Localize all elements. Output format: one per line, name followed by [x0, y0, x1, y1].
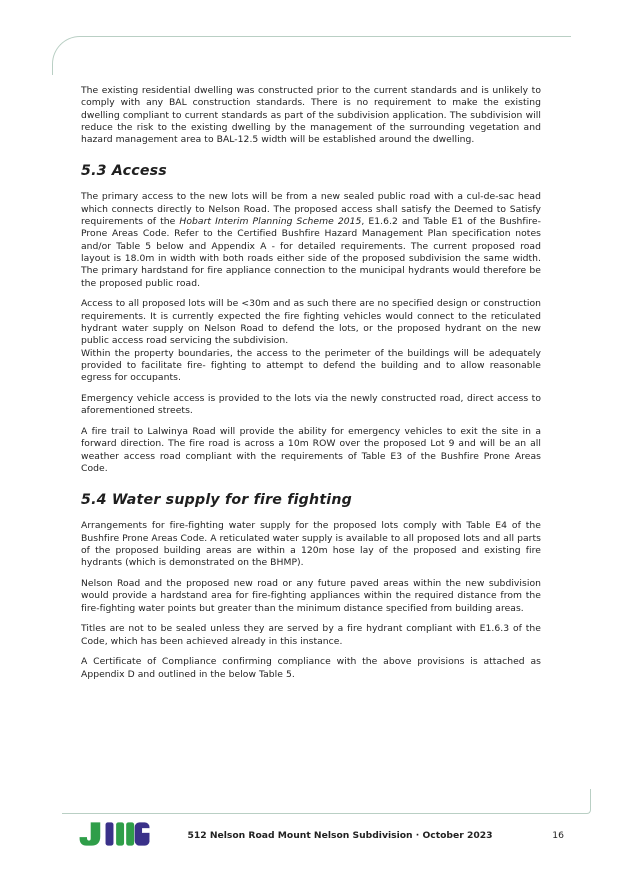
jmg-logo	[78, 821, 150, 848]
top-border-line	[52, 36, 571, 75]
paragraph-property-boundaries: Within the property boundaries, the access to the perimeter of the buildings will be adequately provided to facilitate fire- fighting to attempt to defend the building and to allow reasonable egress for occupants.	[81, 347, 541, 384]
footer-page-number: 16	[552, 830, 564, 841]
planning-scheme-reference: Hobart Interim Planning Scheme 2015	[179, 216, 362, 228]
paragraph-intro: The existing residential dwelling was constructed prior to the current standards and is unlikely to comply with any BAL construction standards. There is no requirement to make the existing dwelling compliant to current standards as part of the subdivision application. The subdivision will reduce the risk to the existing dwelling by the management of the surrounding vegetation and hazard management area to BAL-12.5 width will be established around the dwelling.	[81, 85, 541, 146]
paragraph-water-arrangements: Arrangements for fire-fighting water supply for the proposed lots comply with Table E4 of the Bushfire Prone Areas Code. A reticulated water supply is available to all proposed lots and all parts of the proposed building areas are within a 120m hose lay of the proposed and existing fire hydrants (which is demonstrated on the BHMP).	[81, 520, 541, 569]
section-heading-water-supply: 5.4 Water supply for fire fighting	[81, 492, 353, 509]
footer-rule	[62, 789, 591, 814]
paragraph-text: , E1.6.2 and Table E1 of the Bushfire-Prone Areas Code. Refer to the Certified Bushfire Hazard Management Plan specification notes and/or Table 5 below and Appendix A - for detailed requirements. The current proposed road layout is 18.0m in width with both roads either side of the proposed subdivision the same width. The primary hardstand for fire appliance connection to the municipal hydrants would therefore be the proposed public road.	[81, 216, 542, 289]
paragraph-titles: Titles are not to be sealed unless they are served by a fire hydrant compliant with E1.6.3 of the Code, which has been achieved already in this instance.	[81, 623, 541, 647]
paragraph-lot-access: Access to all proposed lots will be <30m and as such there are no specified design or construction requirements. It is currently expected the fire fighting vehicles would connect to the reticulated hydrant water supply on Nelson Road to defend the lots, or the proposed hydrant on the new public access road servicing the subdivision.	[81, 298, 541, 347]
paragraph-text: The primary access to the new lots will be from a new sealed public road with a cul-de-sac head which connects directly to Nelson Road. The proposed access shall satisfy the Deemed to Satisfy requirements of the	[81, 191, 541, 228]
paragraph-emergency-access: Emergency vehicle access is provided to the lots via the newly constructed road, direct access to aforementioned streets.	[81, 392, 541, 417]
section-heading-access: 5.3 Access	[81, 163, 167, 180]
paragraph-certificate: A Certificate of Compliance confirming compliance with the above provisions is attached as Appendix D and outlined in the below Table 5.	[81, 656, 541, 680]
footer-document-title: 512 Nelson Road Mount Nelson Subdivision · October 2023	[187, 830, 493, 841]
paragraph-primary-access	[81, 191, 541, 289]
jmg-logo-graphic	[78, 821, 150, 848]
paragraph-hardstand: Nelson Road and the proposed new road or any future paved areas within the new subdivision would provide a hardstand area for fire-fighting appliances within the required distance from the fire-fighting water points but greater than the minimum distance specified from building areas.	[81, 577, 541, 614]
page-content	[81, 85, 541, 689]
paragraph-fire-trail: A fire trail to Lalwinya Road will provide the ability for emergency vehicles to exit the site in a forward direction. The fire road is across a 10m ROW over the proposed Lot 9 and will be an all weather access road compliant with the requirements of Table E3 of the Bushfire Prone Areas Code.	[81, 426, 541, 474]
